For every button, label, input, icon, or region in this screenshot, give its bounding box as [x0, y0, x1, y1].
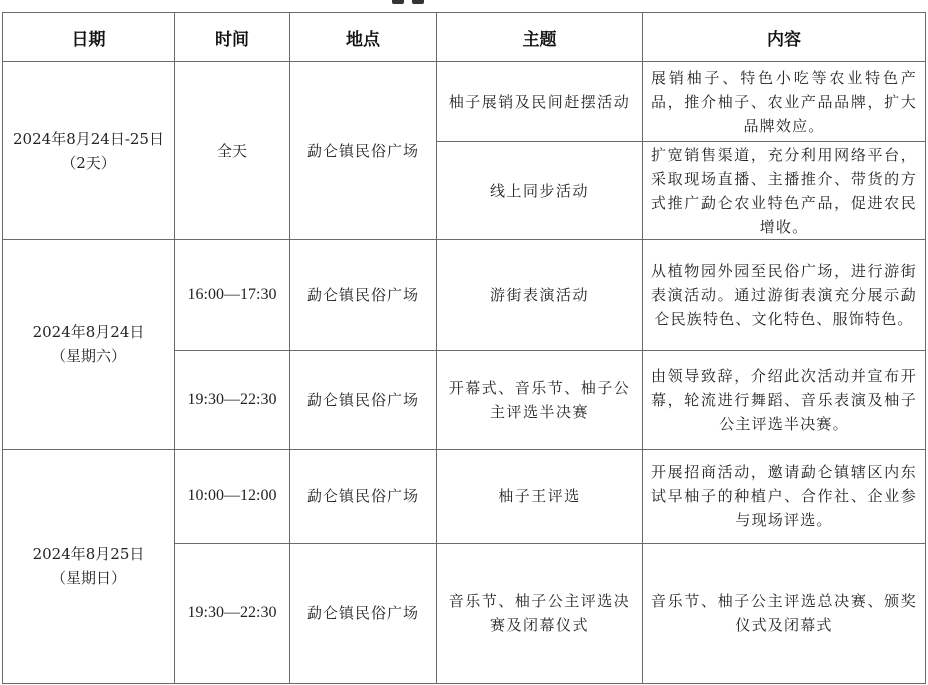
topic-cell: 柚子王评选 [437, 449, 643, 543]
content-cell: 音乐节、柚子公主评选总决赛、颁奖仪式及闭幕式 [643, 543, 926, 683]
table-row [3, 240, 926, 351]
time-cell: 19:30—22:30 [175, 351, 290, 449]
topic-cell: 线上同步活动 [437, 142, 643, 240]
date-text: 2024年8月24日-25日 [13, 129, 164, 148]
date-subtext: （星期六） [50, 347, 126, 366]
time-cell: 19:30—22:30 [175, 543, 290, 683]
time-cell: 10:00—12:00 [175, 449, 290, 543]
date-cell [3, 240, 175, 449]
topic-cell: 游街表演活动 [437, 240, 643, 351]
header-topic: 主题 [437, 13, 643, 62]
content-cell: 展销柚子、特色小吃等农业特色产品，推介柚子、农业产品品牌，扩大品牌效应。 [643, 62, 926, 142]
date-subtext: （星期日） [50, 569, 126, 588]
content-cell: 扩宽销售渠道，充分利用网络平台，采取现场直播、主播推介、带货的方式推广勐仑农业特色产品，促进农民增收。 [643, 142, 926, 240]
header-row [3, 13, 926, 62]
header-time: 时间 [175, 13, 290, 62]
date-text: 2024年8月25日 [32, 545, 145, 564]
topic-cell: 音乐节、柚子公主评选决赛及闭幕仪式 [437, 543, 643, 683]
table-row [3, 449, 926, 543]
content-cell: 开展招商活动，邀请勐仑镇辖区内东试早柚子的种植户、合作社、企业参与现场评选。 [643, 449, 926, 543]
topic-cell: 开幕式、音乐节、柚子公主评选半决赛 [437, 351, 643, 449]
location-cell: 勐仑镇民俗广场 [290, 351, 437, 449]
location-cell: 勐仑镇民俗广场 [290, 240, 437, 351]
cropped-title-fragment [386, 0, 432, 4]
date-cell [3, 62, 175, 240]
date-text: 2024年8月24日 [32, 323, 145, 342]
date-subtext: （2天） [61, 153, 116, 172]
location-cell: 勐仑镇民俗广场 [290, 62, 437, 240]
header-location: 地点 [290, 13, 437, 62]
content-cell: 从植物园外园至民俗广场，进行游街表演活动。通过游街表演充分展示勐仑民族特色、文化特色、服饰特色。 [643, 240, 926, 351]
date-cell [3, 449, 175, 683]
location-cell: 勐仑镇民俗广场 [290, 449, 437, 543]
time-cell: 全天 [175, 62, 290, 240]
table-row [3, 62, 926, 142]
topic-cell: 柚子展销及民间赶摆活动 [437, 62, 643, 142]
event-schedule-table [2, 12, 926, 684]
header-date: 日期 [3, 13, 175, 62]
location-cell: 勐仑镇民俗广场 [290, 543, 437, 683]
time-cell: 16:00—17:30 [175, 240, 290, 351]
header-content: 内容 [643, 13, 926, 62]
content-cell: 由领导致辞，介绍此次活动并宣布开幕，轮流进行舞蹈、音乐表演及柚子公主评选半决赛。 [643, 351, 926, 449]
